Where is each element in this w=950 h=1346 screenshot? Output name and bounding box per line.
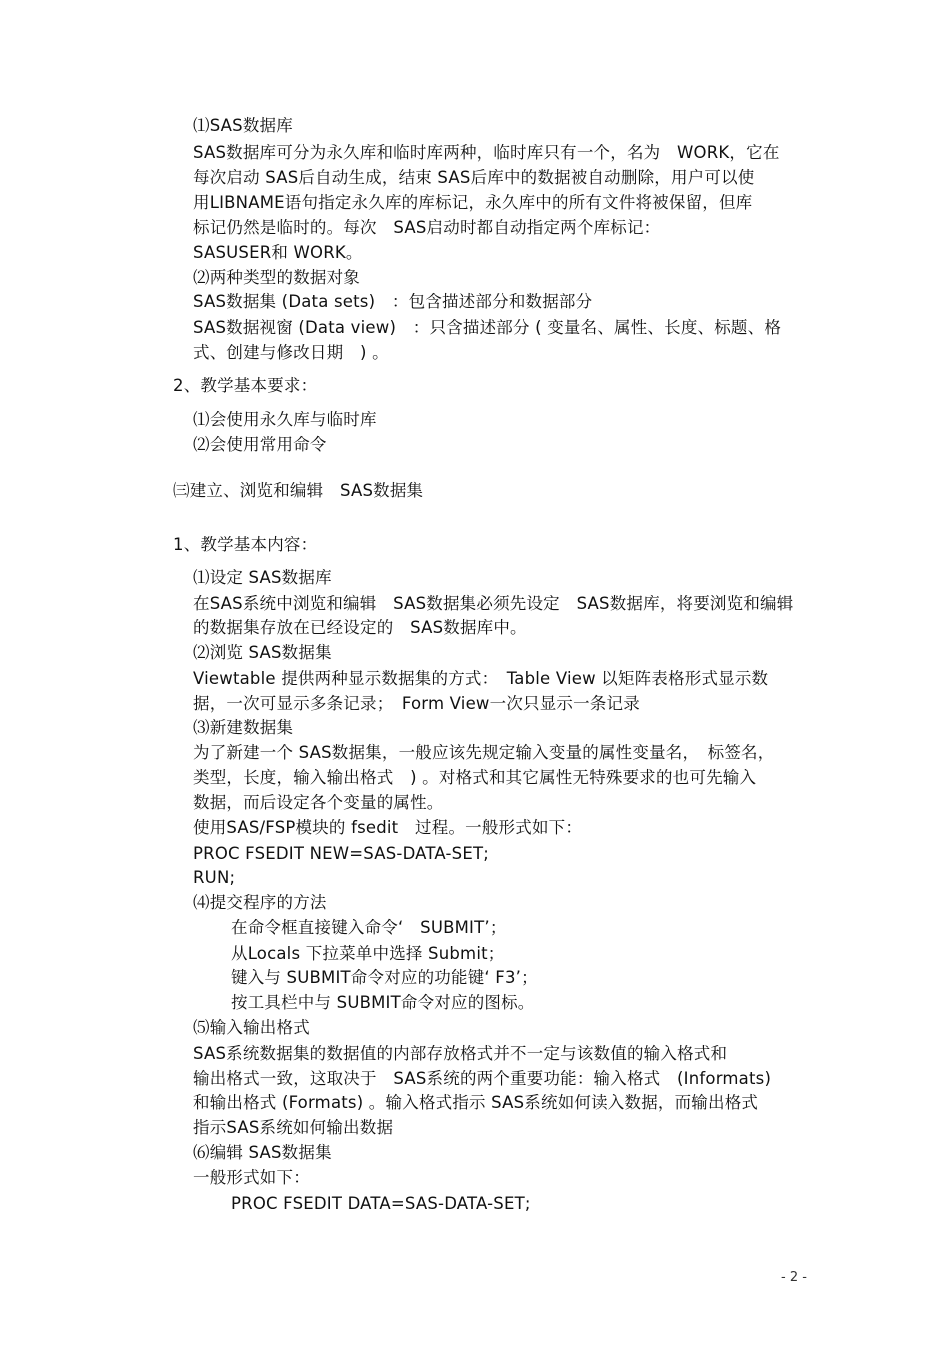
section-heading: 1、教学基本内容：: [173, 535, 318, 554]
code-line: PROC FSEDIT DATA=SAS-DATA-SET;: [231, 1194, 531, 1213]
text-line: ⑹编辑 SAS数据集: [193, 1143, 332, 1162]
text-line: ⑴会使用永久库与临时库: [193, 410, 377, 429]
text-line: SAS数据库可分为永久库和临时库两种，临时库只有一个，名为 WORK，它在: [193, 143, 780, 162]
text-line: ⑵两种类型的数据对象: [193, 268, 360, 287]
text-line: ⑵会使用常用命令: [193, 435, 327, 454]
text-line: ⑸输入输出格式: [193, 1018, 310, 1037]
page-number: - 2 -: [781, 1270, 807, 1285]
section-heading: 2、教学基本要求：: [173, 376, 318, 395]
text-line: 每次启动 SAS后自动生成，结束 SAS后库中的数据被自动删除，用户可以使: [193, 168, 755, 187]
text-line: Viewtable 提供两种显示数据集的方式： Table View 以矩阵表格形式显示数: [193, 669, 769, 688]
text-line: 在SAS系统中浏览和编辑 SAS数据集必须先设定 SAS数据库，将要浏览和编辑: [193, 594, 794, 613]
text-line: 按工具栏中与 SUBMIT命令对应的图标。: [231, 993, 535, 1012]
text-line: 为了新建一个 SAS数据集，一般应该先规定输入变量的属性变量名， 标签名，: [193, 743, 775, 762]
text-line: ⑴SAS数据库: [193, 116, 293, 135]
text-line: 从Locals 下拉菜单中选择 Submit；: [231, 944, 505, 963]
text-line: ⑵浏览 SAS数据集: [193, 643, 332, 662]
text-line: 的数据集存放在已经设定的 SAS数据库中。: [193, 618, 527, 637]
text-line: 使用SAS/FSP模块的 fsedit 过程。一般形式如下：: [193, 818, 583, 837]
text-line: SAS数据集 (Data sets) ：包含描述部分和数据部分: [193, 292, 593, 311]
text-line: 输出格式一致，这取决于 SAS系统的两个重要功能：输入格式 (Informats): [193, 1069, 772, 1088]
text-line: ⑴设定 SAS数据库: [193, 568, 332, 587]
text-line: SAS数据视窗 (Data view) ：只含描述部分 ( 变量名、属性、长度、标题、格: [193, 318, 782, 337]
text-line: 据，一次可显示多条记录； Form View一次只显示一条记录: [193, 694, 640, 713]
text-line: 键入与 SUBMIT命令对应的功能键‘ F3’；: [231, 968, 538, 987]
text-line: 用LIBNAME语句指定永久库的库标记，永久库中的所有文件将被保留，但库: [193, 193, 753, 212]
code-line: RUN;: [193, 868, 236, 887]
text-line: SASUSER和 WORK。: [193, 243, 363, 262]
text-line: 式、创建与修改日期 ) 。: [193, 343, 389, 362]
section-heading: ㈢建立、浏览和编辑 SAS数据集: [173, 481, 424, 500]
text-line: 指示SAS系统如何输出数据: [193, 1118, 394, 1137]
text-line: ⑶新建数据集: [193, 718, 294, 737]
text-line: SAS系统数据集的数据值的内部存放格式并不一定与该数值的输入格式和: [193, 1044, 728, 1063]
text-line: 一般形式如下：: [193, 1168, 310, 1187]
text-line: 类型，长度，输入输出格式 ) 。对格式和其它属性无特殊要求的也可先输入: [193, 768, 757, 787]
text-line: 标记仍然是临时的。每次 SAS启动时都自动指定两个库标记：: [193, 218, 661, 237]
text-line: 数据，而后设定各个变量的属性。: [193, 793, 444, 812]
text-line: 和输出格式 (Formats) 。输入格式指示 SAS系统如何读入数据，而输出格式: [193, 1093, 759, 1112]
text-line: ⑷提交程序的方法: [193, 893, 327, 912]
text-line: 在命令框直接键入命令‘ SUBMIT’；: [231, 918, 507, 937]
code-line: PROC FSEDIT NEW=SAS-DATA-SET;: [193, 844, 490, 863]
